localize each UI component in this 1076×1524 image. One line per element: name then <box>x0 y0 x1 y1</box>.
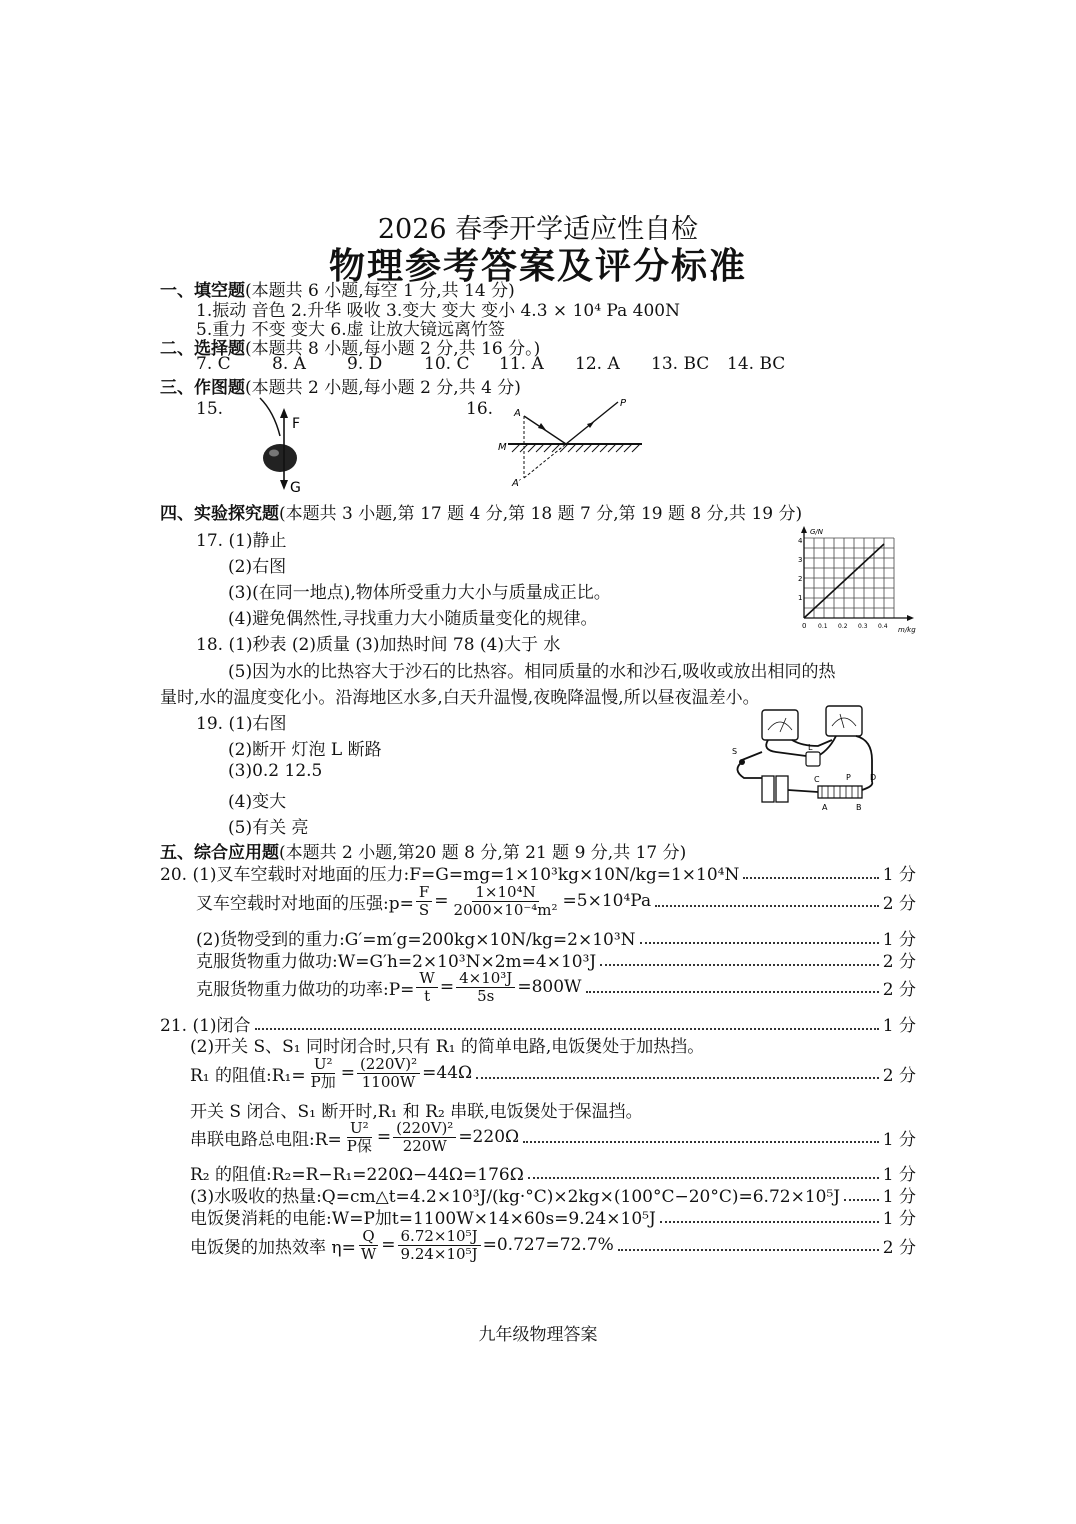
s2-answer: 11. A <box>499 354 544 374</box>
section-2-desc: (本题共 8 小题,每小题 2 分,共 16 分。) <box>245 339 541 359</box>
fruit-shape <box>263 444 297 472</box>
wire <box>788 790 818 792</box>
numerator: U² <box>311 1056 336 1074</box>
q21-text: 串联电路总电阻:R= <box>190 1129 342 1150</box>
y-tick-label: 1 <box>798 594 803 602</box>
q18-line: (5)因为水的比热容大于沙石的比热容。相同质量的水和沙石,吸收或放出相同的热 <box>228 662 836 682</box>
denominator: S <box>418 900 430 919</box>
leader-dots <box>640 942 879 944</box>
arrow-head-icon <box>801 526 807 533</box>
circuit-diagram <box>722 700 892 824</box>
q20-text: 克服货物重力做功的功率:P= <box>196 979 415 1000</box>
section-2-title: 二、选择题 <box>160 339 245 359</box>
x-axis-label: m/kg <box>898 626 916 634</box>
q20-text: 叉车空载时对地面的压强:p= <box>196 893 414 914</box>
leader-dots <box>528 1177 879 1179</box>
score: 1 分 <box>882 1016 916 1036</box>
numerator: (220V)² <box>393 1120 456 1138</box>
x-tick-label: 0.3 <box>858 623 868 630</box>
fraction <box>308 1056 339 1091</box>
page-subtitle: 物理参考答案及评分标准 <box>328 246 747 287</box>
equals-sign: = <box>340 1063 355 1083</box>
q20-result: =5×10⁴Pa <box>562 891 652 911</box>
numerator: F <box>416 884 432 902</box>
wire <box>766 740 806 756</box>
arrow-head-icon <box>587 422 594 428</box>
fraction <box>358 1228 379 1263</box>
leader-dots <box>743 877 878 879</box>
incident-ray <box>524 416 566 444</box>
fruit-highlight <box>269 450 279 457</box>
x-tick-label: 0 <box>802 622 807 630</box>
label-a-prime: A′ <box>512 478 522 489</box>
section-4-heading <box>160 499 802 524</box>
label-l: L <box>808 743 813 752</box>
q21-text: 21. (1)闭合 <box>160 1016 251 1036</box>
battery-icon <box>776 776 788 802</box>
y-axis-label: G/N <box>810 528 824 536</box>
denominator: W <box>360 1244 377 1263</box>
s1-line-1: 1.振动 音色 2.升华 吸收 3.变大 变大 变小 4.3 × 10⁴ Pa 400N <box>196 301 680 321</box>
score: 2 分 <box>882 1237 916 1258</box>
section-1-desc: (本题共 6 小题,每空 1 分,共 14 分) <box>245 281 515 301</box>
stem-line <box>260 398 280 436</box>
equals-sign: = <box>434 891 449 911</box>
reflection-diagram-16 <box>494 392 654 490</box>
battery-icon <box>762 776 774 802</box>
label-p: P <box>620 398 627 409</box>
s2-answer: 7. C <box>196 354 231 374</box>
score: 1 分 <box>882 1129 916 1150</box>
fraction <box>456 970 515 1005</box>
denominator: P保 <box>346 1136 372 1155</box>
q18-line: 18. (1)秒表 (2)质量 (3)加热时间 78 (4)大于 水 <box>196 635 561 655</box>
s2-answer: 8. A <box>272 354 306 374</box>
q21-text: R₁ 的阻值:R₁= <box>190 1065 306 1086</box>
leader-dots <box>586 991 879 993</box>
label-p: P <box>846 773 851 782</box>
equals-sign: = <box>439 977 455 997</box>
q21-result: =0.727=72.7% <box>482 1235 614 1255</box>
x-tick-label: 0.1 <box>818 623 828 630</box>
q15-label: 15. <box>196 399 224 419</box>
q19-line: (5)有关 亮 <box>228 818 309 838</box>
q21-text: (3)水吸收的热量:Q=cm△t=4.2×10³J/(kg·°C)×2kg×(100°C−20°C)=6.72×10⁵J <box>190 1187 841 1207</box>
page-title: 2026 春季开学适应性自检 <box>377 214 699 245</box>
label-b: B <box>856 803 862 812</box>
q21-line <box>190 1116 916 1158</box>
fraction <box>393 1120 456 1155</box>
numerator: U² <box>347 1120 372 1138</box>
q21-text: 开关 S 闭合、S₁ 断开时,R₁ 和 R₂ 串联,电饭煲处于保温挡。 <box>190 1102 643 1122</box>
equals-sign: = <box>381 1235 396 1255</box>
denominator: 9.24×10⁵J <box>400 1244 478 1263</box>
numerator: W <box>416 970 437 988</box>
section-1-title: 一、填空题 <box>160 281 245 301</box>
label-f: F <box>292 416 301 432</box>
leader-dots <box>618 1249 879 1251</box>
x-tick-label: 0.4 <box>878 623 888 630</box>
section-5-desc: (本题共 2 小题,第20 题 8 分,第 21 题 9 分,共 17 分) <box>279 843 687 863</box>
section-4-title: 四、实验探究题 <box>160 504 279 524</box>
q17-line: (2)右图 <box>228 557 287 577</box>
fraction <box>451 884 561 919</box>
voltmeter-icon <box>762 710 798 740</box>
leader-dots <box>660 1221 879 1223</box>
y-tick-label: 3 <box>798 556 803 564</box>
s2-answer: 13. BC <box>651 354 710 374</box>
force-diagram-15 <box>240 392 330 496</box>
q19-line: 19. (1)右图 <box>196 714 287 734</box>
section-3-desc: (本题共 2 小题,每小题 2 分,共 4 分) <box>245 378 521 398</box>
label-a: A <box>822 803 828 812</box>
s2-answer: 10. C <box>424 354 470 374</box>
g-m-graph <box>790 524 924 636</box>
q17-line: (3)(在同一地点),物体所受重力大小与质量成正比。 <box>228 583 611 603</box>
q21-text: R₂ 的阻值:R₂=R−R₁=220Ω−44Ω=176Ω <box>190 1165 524 1185</box>
denominator: P加 <box>310 1072 336 1091</box>
arrow-head-icon <box>907 615 914 621</box>
q17-line: 17. (1)静止 <box>196 531 287 551</box>
numerator: 4×10³J <box>456 970 515 988</box>
q20-line <box>196 880 916 922</box>
numerator: Q <box>359 1228 377 1246</box>
switch-icon[interactable] <box>742 752 762 760</box>
label-s: S <box>732 747 738 756</box>
label-a: A <box>514 408 521 419</box>
arrow-head-icon <box>538 423 546 430</box>
leader-dots <box>655 905 879 907</box>
footer-label: 九年级物理答案 <box>478 1325 598 1345</box>
fraction <box>344 1120 375 1155</box>
score: 1 分 <box>882 865 916 885</box>
q18-line: 量时,水的温度变化小。沿海地区水多,白天升温慢,夜晚降温慢,所以昼夜温差小。 <box>160 688 760 708</box>
x-tick-label: 0.2 <box>838 623 848 630</box>
score: 2 分 <box>882 952 916 972</box>
y-tick-label: 4 <box>798 537 803 545</box>
score: 2 分 <box>882 979 916 1000</box>
score: 1 分 <box>882 1209 916 1229</box>
q20-text: 20. (1)叉车空载时对地面的压力:F=G=mg=1×10³kg×10N/kg=1×10⁴N <box>160 865 740 885</box>
s2-answer: 14. BC <box>727 354 786 374</box>
arrow-head-icon <box>280 408 288 418</box>
denominator: t <box>424 986 431 1005</box>
q21-text: (2)开关 S、S₁ 同时闭合时,只有 R₁ 的简单电路,电饭煲处于加热挡。 <box>190 1037 705 1057</box>
q20-text: (2)货物受到的重力:G′=m′g=200kg×10N/kg=2×10³N <box>196 930 636 950</box>
mirror-hatching <box>512 444 640 452</box>
score: 1 分 <box>882 1187 916 1207</box>
bulb-icon <box>806 752 820 766</box>
score: 2 分 <box>882 1065 916 1086</box>
s1-line-2: 5.重力 不变 变大 6.虚 让放大镜远离竹签 <box>196 320 506 340</box>
q20-line <box>196 966 916 1008</box>
wire <box>862 782 872 790</box>
section-5-title: 五、综合应用题 <box>160 843 279 863</box>
s2-answer: 9. D <box>347 354 383 374</box>
fraction <box>416 970 437 1005</box>
section-3-heading <box>160 373 521 398</box>
label-c: C <box>814 775 820 784</box>
fraction <box>416 884 432 919</box>
score: 1 分 <box>882 930 916 950</box>
leader-dots <box>255 1028 879 1030</box>
label-d: D <box>870 773 877 782</box>
q21-result: =44Ω <box>422 1063 473 1083</box>
score: 2 分 <box>882 893 916 914</box>
section-4-desc: (本题共 3 小题,第 17 题 4 分,第 18 题 7 分,第 19 题 8 分,共 19 分) <box>279 504 803 524</box>
q21-line <box>190 1224 916 1266</box>
q19-line: (2)断开 灯泡 L 断路 <box>228 740 382 760</box>
numerator: 6.72×10⁵J <box>398 1228 481 1246</box>
q16-label: 16. <box>466 399 494 419</box>
q19-line: (4)变大 <box>228 792 287 812</box>
leader-dots <box>476 1077 879 1079</box>
s2-answer: 12. A <box>575 354 620 374</box>
q21-line <box>190 1052 916 1094</box>
denominator: 220W <box>402 1136 447 1155</box>
leader-dots <box>844 1199 879 1201</box>
y-tick-label: 2 <box>798 575 803 583</box>
label-m: M <box>498 442 507 453</box>
numerator: 1×10⁴N <box>472 884 538 902</box>
q20-result: =800W <box>517 977 582 997</box>
arrow-head-icon <box>280 480 288 490</box>
q19-line: (3)0.2 12.5 <box>228 761 323 781</box>
fraction <box>398 1228 481 1263</box>
q21-text: 电饭煲的加热效率 η= <box>190 1237 356 1258</box>
score: 1 分 <box>882 1165 916 1185</box>
equals-sign: = <box>376 1127 392 1147</box>
denominator: 2000×10⁻⁴m² <box>453 900 558 919</box>
q17-line: (4)避免偶然性,寻找重力大小随质量变化的规律。 <box>228 609 598 629</box>
q21-result: =220Ω <box>458 1127 520 1147</box>
label-g: G <box>290 480 301 496</box>
section-3-title: 三、作图题 <box>160 378 245 398</box>
denominator: 5s <box>477 986 495 1005</box>
numerator: (220V)² <box>357 1056 420 1074</box>
q21-text: 电饭煲消耗的电能:W=P加t=1100W×14×60s=9.24×10⁵J <box>190 1209 656 1229</box>
ammeter-icon <box>826 706 862 736</box>
denominator: 1100W <box>361 1072 416 1091</box>
fraction <box>357 1056 420 1091</box>
q20-text: 克服货物重力做功:W=G′h=2×10³N×2m=4×10³J <box>196 952 597 972</box>
leader-dots <box>523 1141 879 1143</box>
